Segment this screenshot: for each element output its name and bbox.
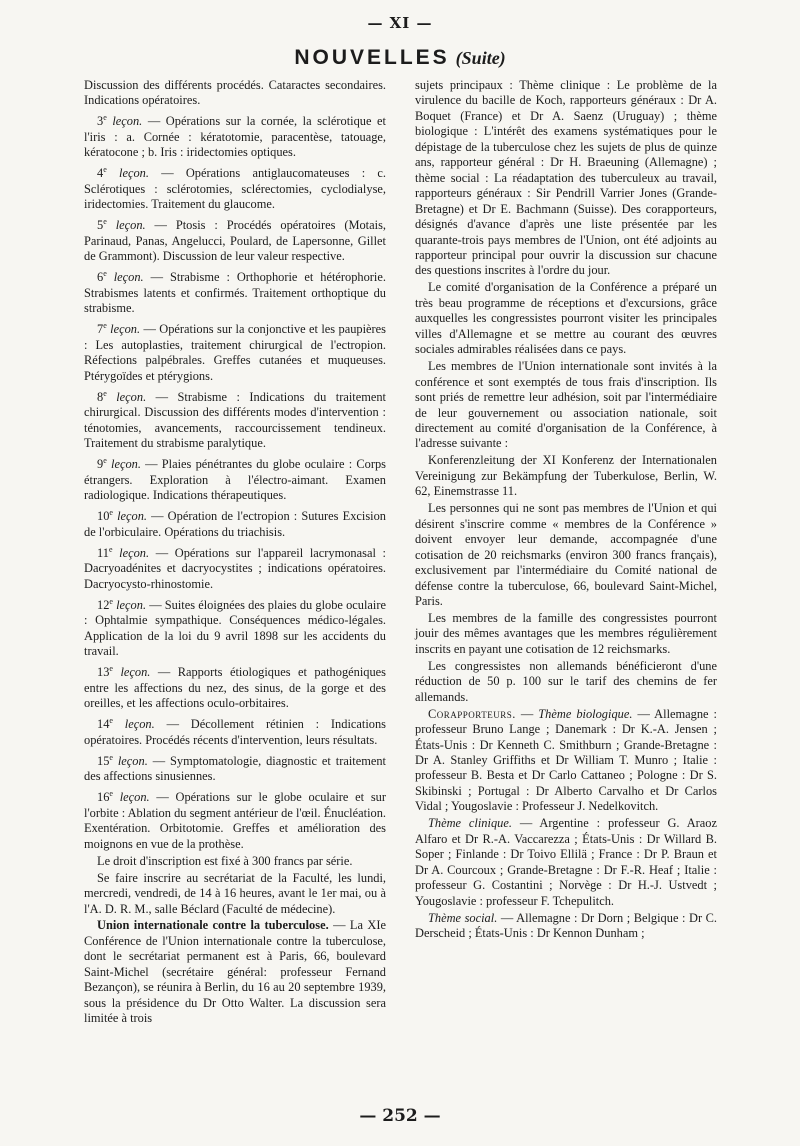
lesson-text: — Opérations antiglaucomateuses : c. Sclérotiques : sclérotomies, sclérectomies, cyclodialyse, iridectomies. Traitement du glaucome.: [84, 166, 386, 212]
lesson-word: leçon.: [110, 322, 141, 337]
union-paragraph: [84, 918, 386, 1026]
lesson-number: 10: [97, 509, 110, 524]
lesson-word: leçon.: [117, 753, 148, 768]
lesson-item: [84, 786, 386, 852]
lesson-item: [84, 713, 386, 748]
lesson-word: leçon.: [124, 717, 155, 732]
lesson-item: [84, 594, 386, 660]
lesson-ordinal: e: [103, 321, 107, 331]
theme-soc-text: — Allemagne : Dr Dorn ; Belgique : Dr C. Derscheid ; États-Unis : Dr Kennon Dunham ;: [415, 910, 717, 940]
lesson-text: — Symptomatologie, diagnostic et traitement des affections sinusiennes.: [84, 753, 386, 784]
lesson-number: 9: [97, 457, 104, 472]
left-column: [84, 78, 386, 1028]
lesson-word: leçon.: [119, 166, 149, 181]
lesson-text: — Plaies pénétrantes du globe oculaire : Corps étrangers. Exploration à l'électro-aimant. Examen radiologique. Indications thérapeutiques.: [84, 457, 386, 503]
lesson-text: — Opération de l'ectropion : Sutures Excision de l'orbiculaire. Opérations du triachisis.: [84, 509, 386, 539]
page-number: — 252 —: [359, 1106, 441, 1126]
lesson-number: 4: [97, 166, 104, 181]
lesson-word: leçon.: [116, 597, 147, 612]
lesson-ordinal: e: [109, 596, 113, 606]
theme-soc-paragraph: [415, 911, 717, 942]
committee-paragraph: Le comité d'organisation de la Conférence a préparé un très beau programme de réceptions et d'excursions, grâce auxquelles les congressistes pourront visiter les principales villes d'Allemagne et se mettre au courant des œuvres sociales admirables réalisées dans ce pays.: [415, 280, 717, 357]
lesson-text: — Ptosis : Procédés opératoires (Motais, Parinaud, Panas, Angelucci, Poulard, de Lapersonne, Gillet de Grammont). Discussion de leur valeur respective.: [84, 218, 386, 264]
lesson-number: 6: [97, 270, 104, 285]
lesson-number: 5: [97, 218, 104, 233]
lesson-item: [84, 505, 386, 540]
lesson-word: leçon.: [117, 509, 148, 524]
lesson-text: — Décollement rétinien : Indications opératoires. Procédés récents d'intervention, leurs résultats.: [84, 717, 386, 747]
lesson-text: — Opérations sur la conjonctive et les paupières : Les autoplasties, traitement chirurgical de l'ectropion. Réfections palpébrales. Greffes cutanées et muqueuses. Ptérygoïdes et ptérygions.: [84, 322, 386, 383]
page-title: [0, 46, 800, 70]
lesson-word: leçon.: [115, 218, 146, 233]
lesson-item: [84, 214, 386, 264]
lesson-number: 15: [97, 753, 110, 768]
intro-paragraph: Discussion des différents procédés. Cataractes secondaires. Indications opératoires.: [84, 78, 386, 108]
lesson-text: — Opérations sur l'appareil lacrymonasal : Dacryoadénites et dacryocystites ; indications opératoires. Dacryocysto-rhinostomie.: [84, 545, 386, 591]
lesson-item: [84, 162, 386, 212]
lesson-ordinal: e: [103, 269, 107, 279]
title-text: NOUVELLES: [294, 46, 450, 69]
family-paragraph: Les membres de la famille des congressistes pourront jouir des mêmes avantages que les membres régulièrement inscrits en payant une cotisation de 12 reichsmarks.: [415, 610, 717, 656]
union-heading: Union internationale contre la tuberculose.: [97, 918, 329, 933]
lesson-ordinal: e: [103, 217, 107, 227]
lesson-ordinal: e: [109, 752, 113, 762]
lesson-number: 11: [97, 545, 109, 560]
lesson-text: — Suites éloignées des plaies du globe oculaire : Ophtalmie sympathique. Conséquences médico-légales. Application de la loi du 9 avril 1898 sur les accidents du travail.: [84, 597, 386, 659]
lesson-number: 13: [97, 665, 110, 680]
lesson-word: leçon.: [119, 545, 150, 560]
fee-paragraph: Le droit d'inscription est fixé à 300 francs par série.: [97, 853, 353, 868]
lesson-word: leçon.: [119, 790, 150, 805]
lesson-text: — Strabisme : Orthophorie et hétérophorie. Strabismes latents et confirmés. Traitement orthoptique du strabisme.: [84, 270, 386, 316]
lesson-number: 12: [97, 597, 110, 612]
non-members-paragraph: Les personnes qui ne sont pas membres de l'Union et qui désirent s'inscrire comme « membres de la Conférence » doivent envoyer leur demande, accompagnée d'une cotisation de 20 reichsmarks (environ 300 francs français), exclusivement par l'intermédiaire du Comité national de défense contre la tuberculose, 66, boulevard Saint-Michel, Paris.: [415, 501, 717, 608]
theme-clin-label: Thème clinique.: [428, 816, 512, 831]
lesson-word: leçon.: [112, 114, 143, 129]
lessons-list: [84, 110, 386, 852]
lesson-text: — Opérations sur le globe oculaire et sur l'orbite : Ablation du segment antérieur de l'œil. Énucléation. Exentération. Orbitotomie. Greffes et amélioration des moignons en vue de la prothèse.: [84, 790, 386, 851]
continuation-paragraph: sujets principaux : Thème clinique : Le problème de la virulence du bacille de Koch, rapporteurs généraux : Dr A. Boquet (France) et Dr A. Saenz (Uruguay) ; thème biologique : L'intérêt des examens systématiques pour le dépistage de la tuberculose chez les sujets de plus de quinze ans, rapporteur général : Dr H. Braeuning (Allemagne) ; thème social : La réadaptation des tuberculeux au travail, rapporteurs généraux : Sir Pendrill Varrier Jones (Grande-Bretagne) et Dr E. Bachmann (Suisse). Des corapporteurs, désignés d'avance d'après une liste présentée par les quarante-trois pays membres de l'Union, ont été adjoints au rapporteur principal pour ouvrir la discussion sur chacune des questions inscrites à l'ordre du jour.: [415, 78, 717, 278]
lesson-item: [84, 661, 386, 711]
address-paragraph: Konferenzleitung der XI Konferenz der Internationalen Vereinigung zur Bekämpfung der Tuberkulose, Berlin, W. 62, Einemstrasse 11.: [415, 453, 717, 499]
union-text: — La XIe Conférence de l'Union internationale contre la tuberculose, dont le secrétariat permanent est à Paris, 66, boulevard Saint-Michel (secrétaire général: professeur Fernand Bezançon), se réunira à Berlin, du 16 au 20 septembre 1939, sous la présidence du Dr Otto Walter. La discussion sera limitée à trois: [84, 918, 387, 1026]
lesson-number: 14: [97, 717, 110, 732]
lesson-item: [84, 542, 386, 592]
lesson-ordinal: e: [109, 508, 113, 518]
lesson-number: 7: [97, 322, 104, 337]
lesson-ordinal: e: [103, 388, 107, 398]
lesson-item: [84, 318, 386, 384]
lesson-item: [84, 266, 386, 316]
lesson-ordinal: e: [103, 165, 107, 175]
lesson-number: 8: [97, 389, 104, 404]
roman-page-number: — XI —: [367, 14, 433, 32]
right-column: [415, 78, 717, 943]
lesson-number: 3: [97, 114, 104, 129]
lesson-item: [84, 386, 386, 452]
theme-clin-text: — Argentine : professeur G. Araoz Alfaro et Dr R.-A. Vaccarezza ; États-Unis : Dr Willard B. Soper ; Finlande : Dr Toivo Ellilä ; France : Dr P. Braun et Dr A. Courcoux ; Grande-Bretagne : Dr F.-R. Heaf ; Italie : professeur G. Costantini ; Norvège : Dr H.-J. Ustvedt ; Yougoslavie : professeur F. Tchepulitch.: [415, 816, 717, 908]
non-german-paragraph: Les congressistes non allemands bénéficieront d'une réduction de 50 p. 100 sur le tarif des chemins de fer allemands.: [415, 658, 717, 704]
lesson-word: leçon.: [111, 457, 141, 472]
lesson-ordinal: e: [108, 544, 113, 554]
lesson-ordinal: e: [109, 789, 113, 799]
lesson-word: leçon.: [116, 389, 147, 404]
lesson-item: [84, 110, 386, 160]
theme-soc-label: Thème social.: [428, 910, 498, 925]
lesson-ordinal: e: [103, 456, 107, 466]
lesson-item: [84, 453, 386, 503]
theme-bio-label: Thème biologique.: [538, 706, 633, 721]
members-paragraph: Les membres de l'Union internationale sont invités à la conférence et sont exemptés de tous frais d'inscription. Ils sont priés de remettre leur adhésion, soit par l'intermédiaire de leur gouvernement ou association nationale, soit directement au comité d'organisation de la Conférence, à l'adresse suivante :: [415, 359, 717, 451]
title-suite: (Suite): [455, 48, 506, 68]
corapporteurs-label: Corapporteurs.: [428, 706, 516, 721]
lesson-word: leçon.: [120, 665, 151, 680]
lesson-item: [84, 750, 386, 785]
theme-clin-paragraph: [415, 816, 717, 909]
lesson-ordinal: e: [109, 664, 113, 674]
lesson-text: — Rapports étiologiques et pathogéniques entre les affections du nez, des sinus, de la gorge et des oreilles, et les affections oculo-orbitaires.: [84, 665, 386, 711]
lesson-word: leçon.: [113, 270, 144, 285]
lesson-ordinal: e: [109, 716, 113, 726]
lesson-number: 16: [97, 790, 110, 805]
registration-paragraph: Se faire inscrire au secrétariat de la Faculté, les lundi, mercredi, vendredi, de 14 à 16 heures, avant le 1er mai, ou à l'A. D. R. M., salle Béclard (Faculté de médecine).: [84, 870, 386, 916]
lesson-text: — Strabisme : Indications du traitement chirurgical. Discussion des différents modes d'intervention : ténotomies, avancements, raccourcissement tendineux. Traitement du strabisme paralytique.: [84, 389, 386, 451]
lesson-text: — Opérations sur la cornée, la sclérotique et l'iris : a. Cornée : kératotomie, paracentèse, tatouage, kératocone ; b. Iris : iridectomies optiques.: [84, 114, 386, 160]
theme-bio-text: — Allemagne : professeur Bruno Lange ; Danemark : Dr K.-A. Jensen ; États-Unis : Dr Kenneth C. Smithburn ; Grande-Bretagne : Dr A. Stanley Griffiths et Dr William T. Munro ; Italie : professeur B. Besta et Dr Carlo Cattaneo ; Pologne : Dr S. Skibinski ; Portugal : Dr Alberto Carvalho et Dr Carlos Vidal ; Yougoslavie : Professeur J. Nedelkovitch.: [415, 706, 717, 814]
theme-bio-paragraph: Corapporteurs. — Thème biologique. — Allemagne : professeur Bruno Lange ; Danemark : Dr K.-A. Jensen ; États-Unis : Dr Kenneth C. Smithburn ; Grande-Bretagne : Dr A. Stanley Griffiths et Dr William T. Munro ; Italie : professeur B. Besta et Dr Carlo Cattaneo ; Pologne : Dr S. Skibinski ; Portugal : Dr Alberto Carvalho et Dr Carlos Vidal ; Yougoslavie : Professeur J. Nedelkovitch.: [415, 706, 717, 814]
lesson-ordinal: e: [103, 113, 107, 123]
